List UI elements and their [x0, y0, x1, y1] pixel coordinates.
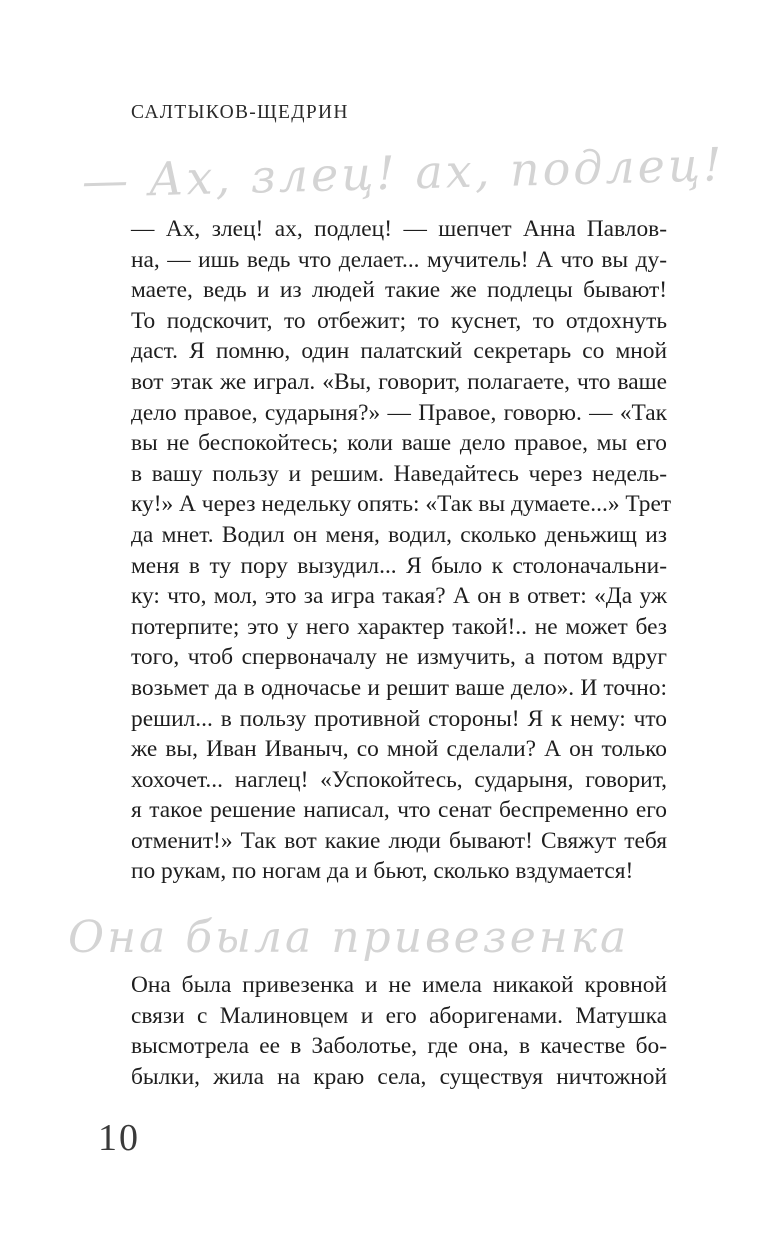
running-head: САЛТЫКОВ-ЩЕДРИН [131, 102, 349, 123]
text-line: на, — ишь ведь что делает... мучитель! А что вы ду- [131, 246, 667, 273]
text-line: дело правое, сударыня?» — Правое, говорю. — «Так [131, 399, 667, 426]
text-line: отменит!» Так вот какие люди бывают! Свяжут тебя [131, 827, 667, 854]
text-line: Она была привезенка и не имела никакой кровной [131, 972, 667, 998]
text-line: высмотрела ее в Заболотье, где она, в качестве бо- [131, 1033, 667, 1060]
text-line: маете, ведь и из людей такие же подлецы бывают! [131, 277, 667, 304]
paragraph-2 [131, 970, 667, 1092]
text-line: меня в ту пору вызудил... Я было к столоначальни- [131, 552, 667, 579]
text-line: даст. Я помню, один палатский секретарь со мной [131, 338, 667, 365]
text-line: того, чтоб спервоначалу не измучить, а потом вдруг [131, 644, 667, 671]
text-line: ку!» А через недельку опять: «Так вы думаете...» Трет [131, 491, 672, 518]
text-line: — Ах, злец! ах, подлец! — шепчет Анна Павлов- [131, 216, 667, 242]
text-line: я такое решение написал, что сенат беспременно его [131, 797, 667, 824]
text-line: ку: что, мол, это за игра такая? А он в ответ: «Да уж [131, 583, 667, 610]
text-line: в вашу пользу и решим. Наведайтесь через недель- [131, 460, 667, 487]
text-line: возьмет да в одночасье и решит ваше дело». И точно: [131, 674, 667, 701]
text-line: потерпите; это у него характер такой!.. не может без [131, 613, 667, 640]
text-line: вот этак же играл. «Вы, говорит, полагаете, что ваше [131, 368, 667, 395]
text-line: хохочет... наглец! «Успокойтесь, сударыня, говорит, [131, 766, 667, 793]
decorative-script-heading-2: Она была привезенка [68, 912, 630, 963]
paragraph-1 [131, 214, 672, 887]
text-line: же вы, Иван Иваныч, со мной сделали? А он только [131, 736, 667, 763]
text-line: То подскочит, то отбежит; то куснет, то отдохнуть [131, 307, 667, 334]
text-line: связи с Малиновцем и его аборигенами. Матушка [131, 1002, 667, 1029]
text-line: вы не беспокойтесь; коли ваше дело правое, мы его [131, 430, 667, 457]
page-number: 10 [98, 1117, 140, 1159]
text-line: да мнет. Водил он меня, водил, сколько деньжищ из [131, 521, 667, 548]
text-line: былки, жила на краю села, существуя ничтожной [131, 1063, 667, 1090]
decorative-script-heading-1: — Ах, злец! ах, подлец! [81, 137, 726, 208]
text-line: по рукам, по ногам да и бьют, сколько вздумается! [131, 858, 634, 885]
text-line: решил... в пользу противной стороны! Я к нему: что [131, 705, 667, 732]
